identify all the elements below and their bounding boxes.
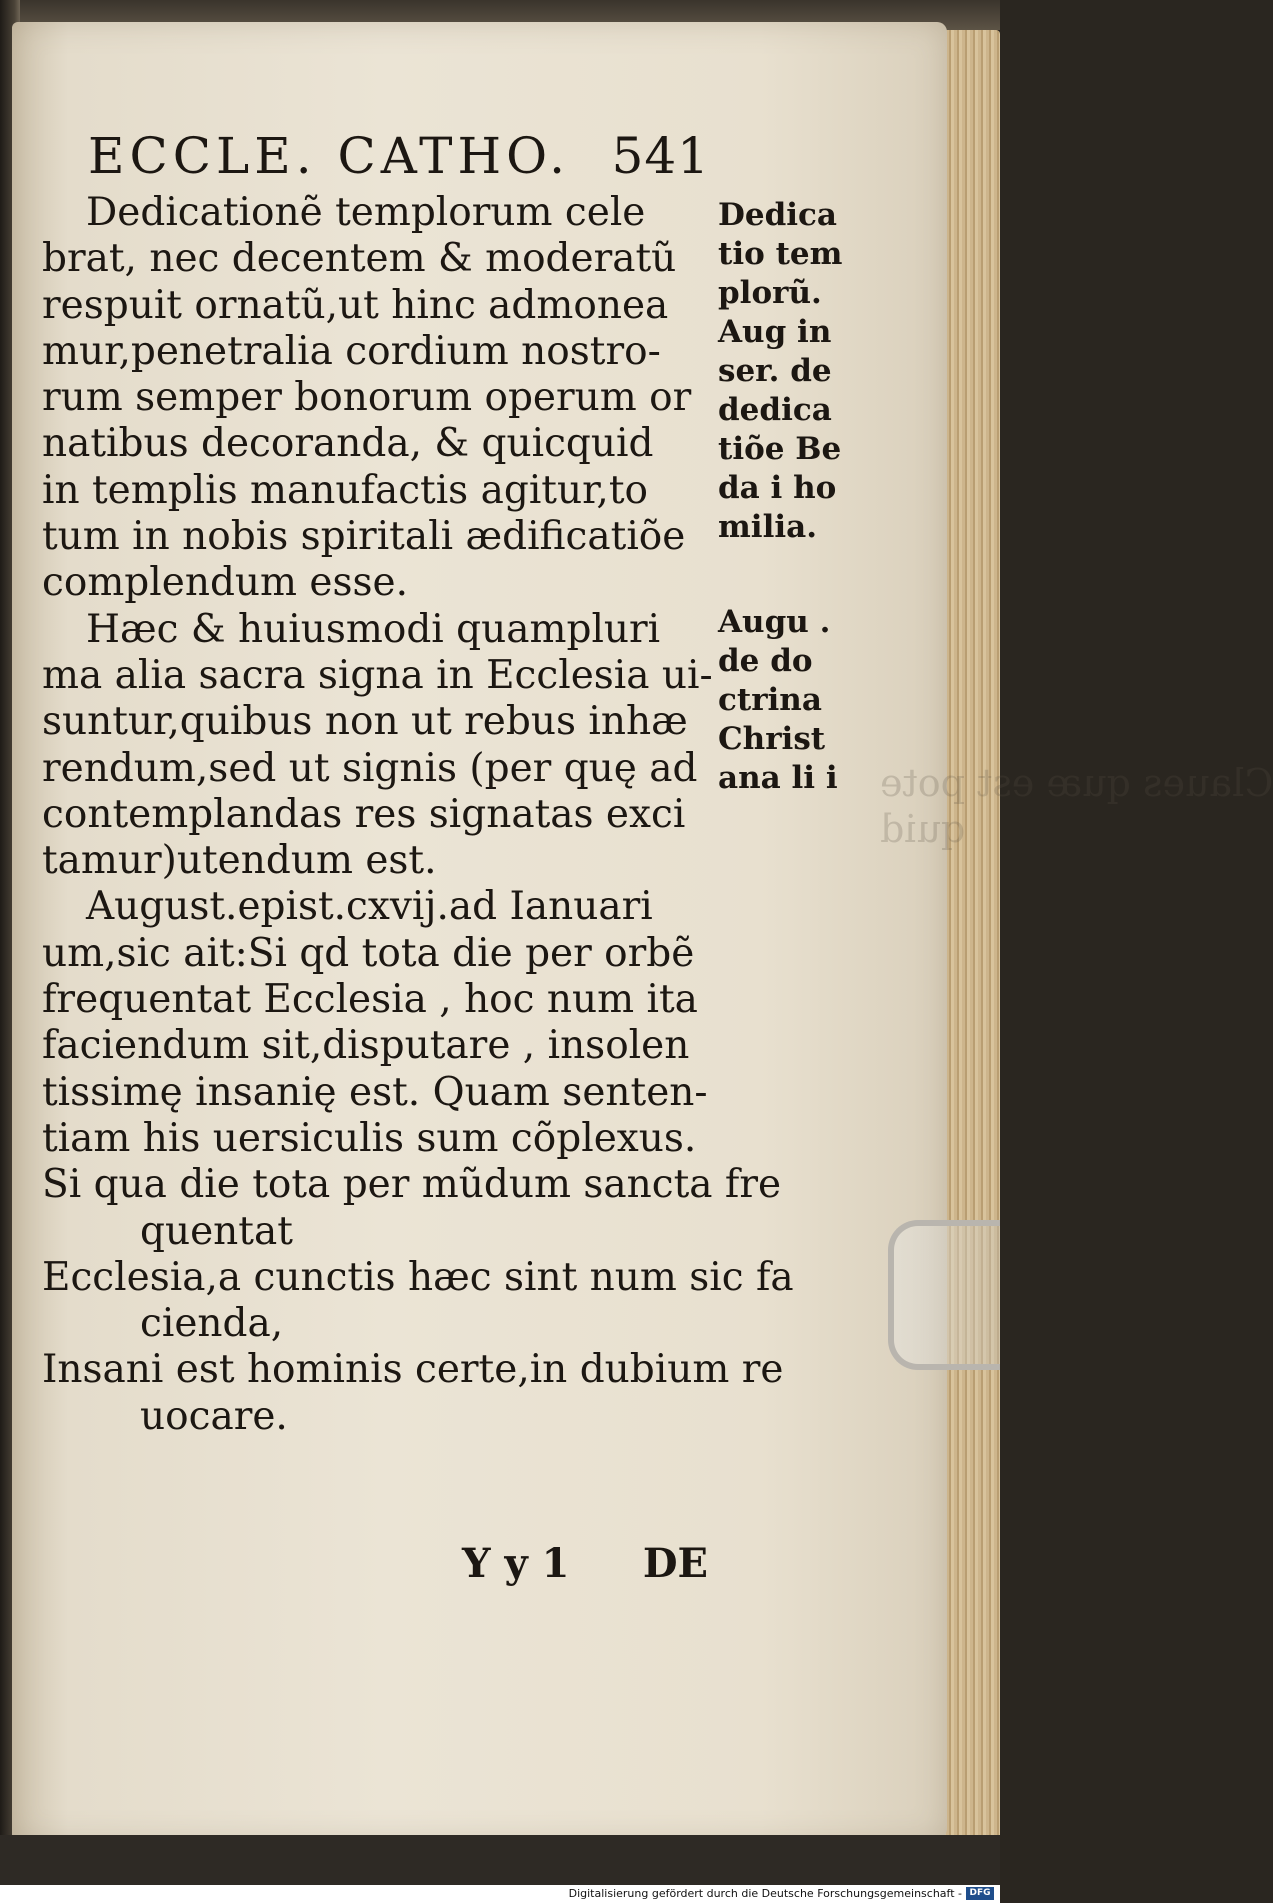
margin-note-line: tiõe Be	[718, 431, 842, 467]
verse-line: Insani est hominis certe,in dubium re	[42, 1347, 784, 1393]
margin-note-line: plorũ.	[718, 275, 822, 311]
margin-note-line: Christ	[718, 721, 826, 757]
page-clip	[888, 1220, 1000, 1370]
text-line: natibus decoranda, & quicquid	[42, 421, 654, 467]
margin-note-line: Aug in	[718, 314, 832, 350]
running-header	[88, 126, 708, 186]
running-title: ECCLE. CATHO.	[88, 127, 571, 185]
text-line: Hæc & huiusmodi quampluri	[86, 606, 661, 652]
text-line: um,sic ait:Si qd tota die per orbẽ	[42, 930, 695, 976]
verse-line: Si qua die tota per mũdum sancta fre	[42, 1162, 782, 1208]
margin-note-line: Dedica	[718, 197, 838, 233]
footer-credit: Digitalisierung gefördert durch die Deutsche Forschungsgemeinschaft -	[568, 1887, 962, 1900]
text-line: brat, nec decentem & moderatũ	[42, 236, 677, 282]
text-line: tamur)utendum est.	[42, 838, 437, 884]
margin-note-line: milia.	[718, 509, 818, 545]
verse-line: Ecclesia,a cunctis hæc sint num sic fa	[42, 1254, 794, 1300]
text-line: ma alia sacra signa in Ecclesia ui-	[42, 652, 713, 698]
text-line: suntur,quibus non ut rebus inhæ	[42, 699, 688, 745]
text-line: rendum,sed ut signis (per quę ad	[42, 745, 698, 791]
margin-notes	[718, 196, 858, 798]
margin-note-line: dedica	[718, 392, 832, 428]
text-line: in templis manufactis agitur,to	[42, 467, 648, 513]
text-line: complendum esse.	[42, 560, 408, 606]
text-line: faciendum sit,disputare , insolen	[42, 1023, 690, 1069]
margin-note-line: ser. de	[718, 353, 832, 389]
text-line: mur,penetralia cordium nostro-	[42, 328, 661, 374]
text-line: frequentat Ecclesia , hoc num ita	[42, 977, 698, 1023]
text-line: Dedicationẽ templorum cele	[86, 190, 646, 235]
verse-line: quentat	[140, 1208, 293, 1254]
margin-note-spacer	[718, 547, 858, 603]
margin-note-line: ana li i	[718, 760, 838, 796]
book-bottom-shadow	[0, 1835, 1000, 1885]
verse-line: uocare.	[140, 1393, 288, 1439]
margin-note-line: Augu .	[718, 604, 831, 640]
text-line: contemplandas res signatas exci	[42, 791, 686, 837]
page-number: 541	[611, 127, 710, 185]
dfg-logo-icon: DFG	[966, 1887, 994, 1900]
bleed-through-text-2: quid	[880, 807, 966, 851]
signature-mark: Y y 1	[462, 1540, 570, 1587]
margin-note-line: da i ho	[718, 470, 837, 506]
verse-line: cienda,	[140, 1301, 284, 1347]
margin-note-line: tio tem	[718, 236, 843, 272]
margin-note-line: de do	[718, 643, 813, 679]
text-line: tiam his uersiculis sum cõplexus.	[42, 1115, 697, 1161]
bleed-through-text-1: Claues quæ est pote	[880, 761, 1273, 805]
catchword: DE	[642, 1540, 708, 1587]
text-line: respuit ornatũ,ut hinc admonea	[42, 282, 669, 328]
text-line: tissimę insanię est. Quam senten-	[42, 1069, 708, 1115]
text-line: rum semper bonorum operum or	[42, 375, 692, 421]
text-line: tum in nobis spiritali ædificatiõe	[42, 514, 686, 560]
text-line: August.epist.cxvij.ad Ianuari	[86, 884, 653, 930]
margin-note-line: ctrina	[718, 682, 822, 718]
